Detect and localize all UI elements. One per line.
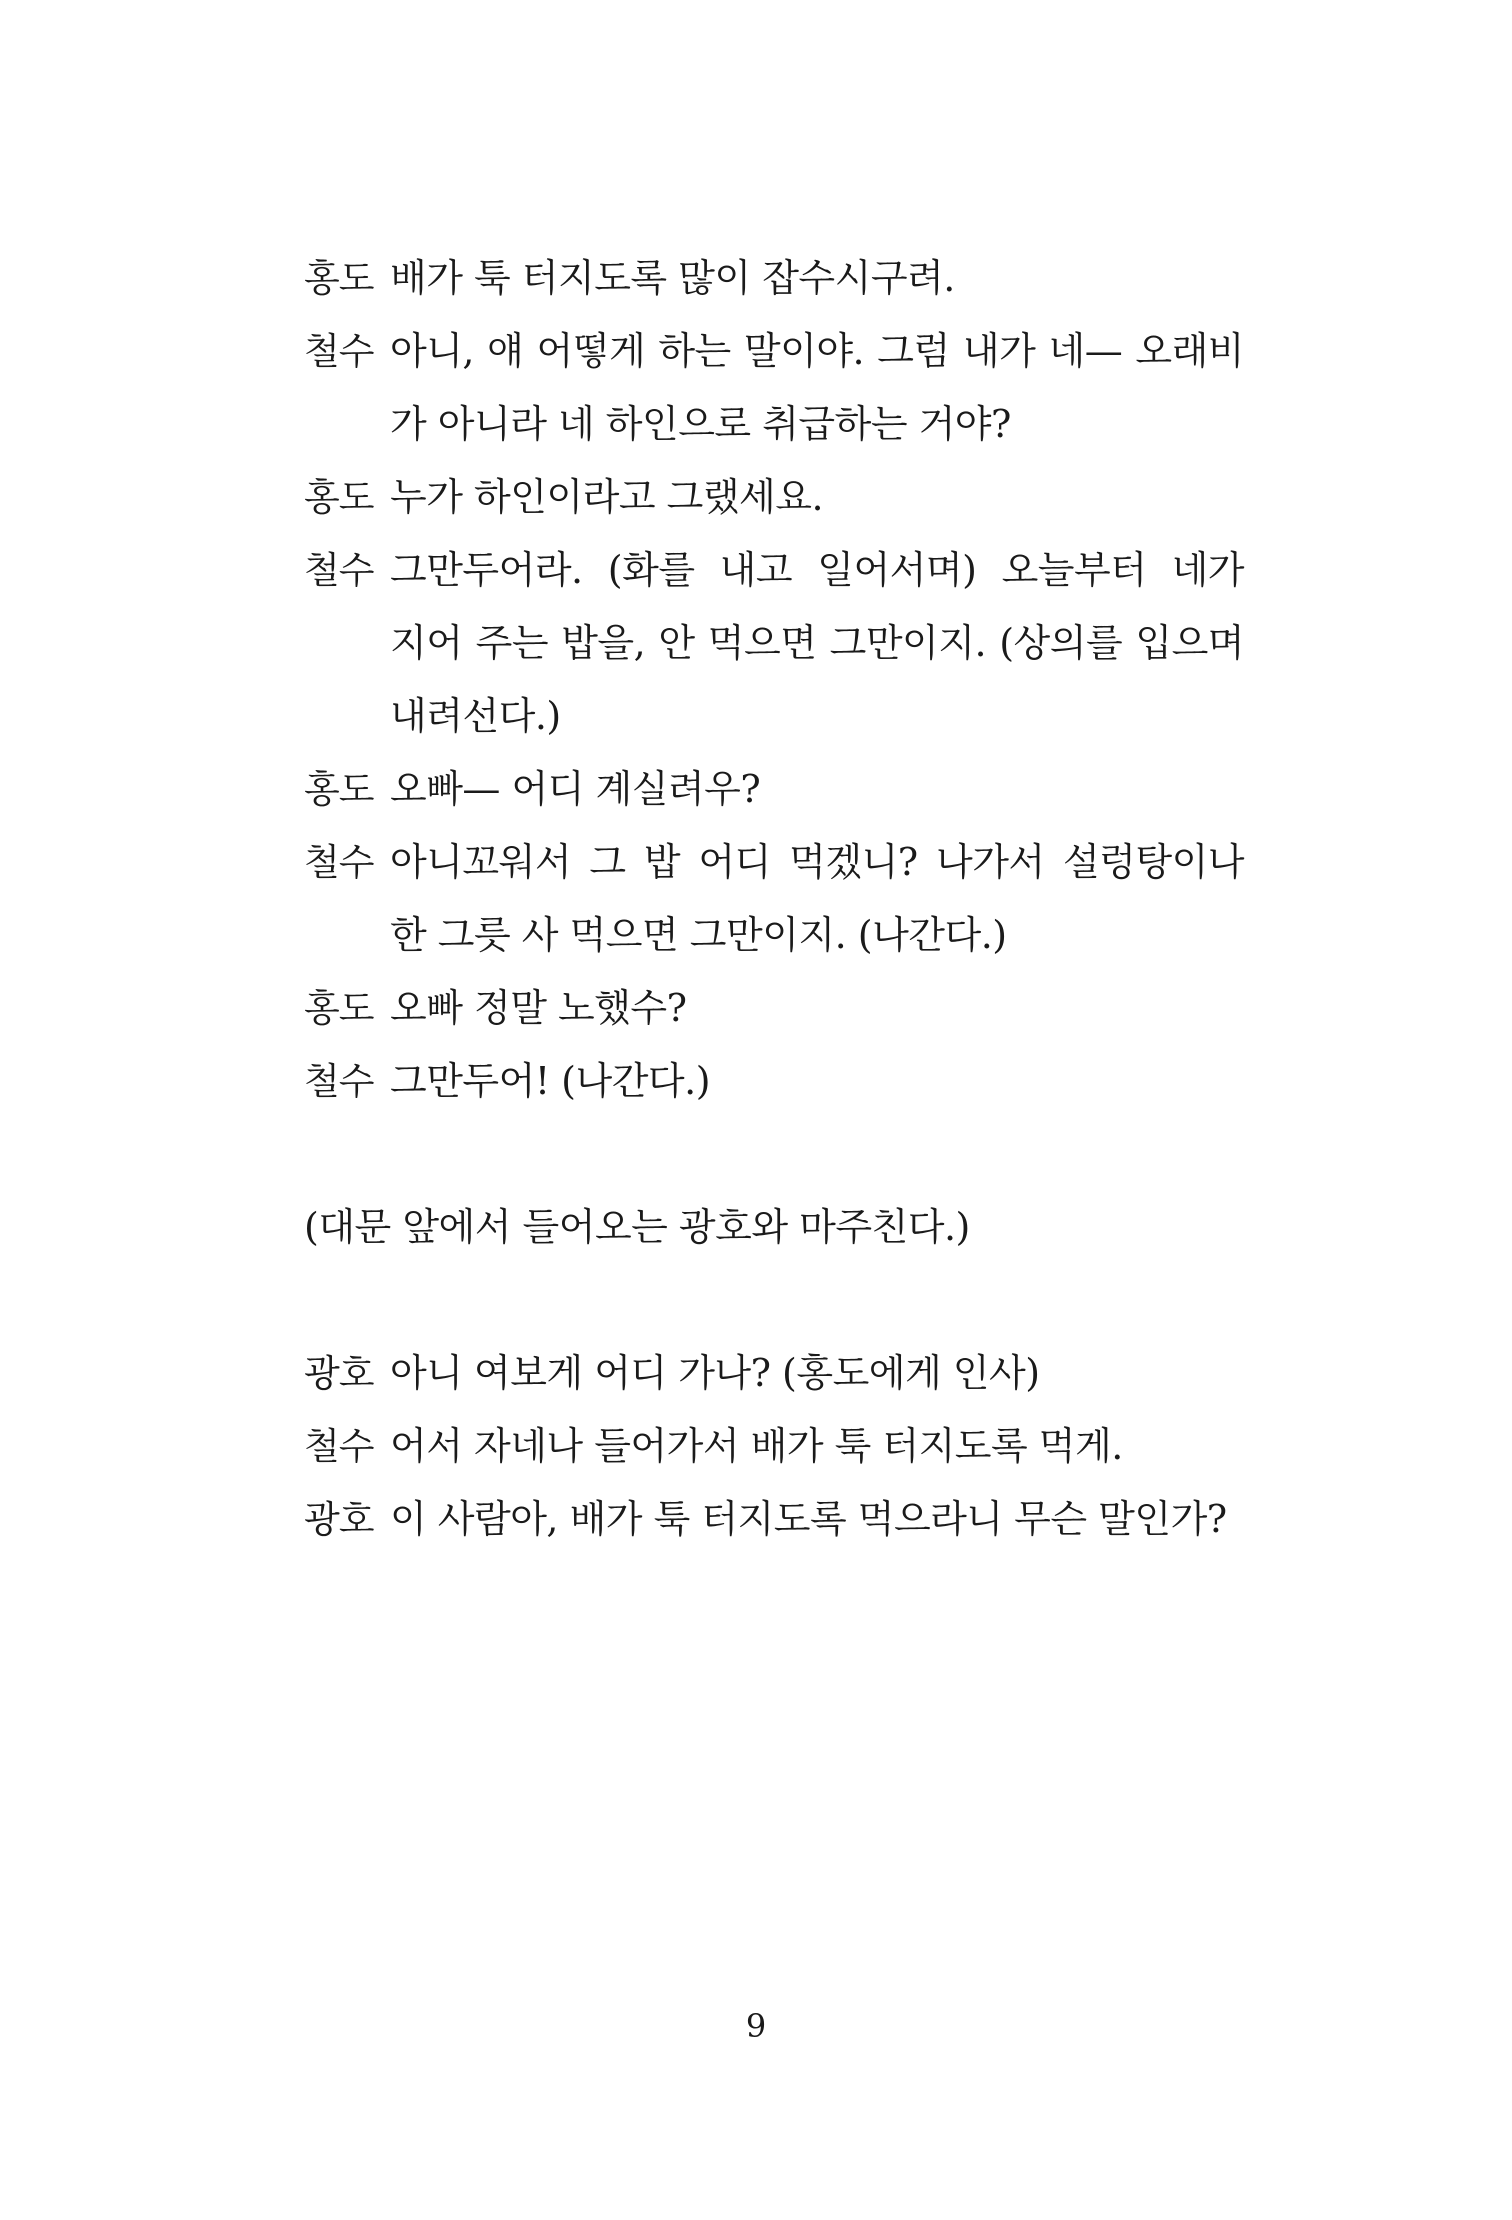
speaker-name: 홍도 bbox=[304, 257, 374, 300]
speaker-name: 홍도 bbox=[304, 987, 374, 1030]
speech-text: 아니꼬워서 그 밥 어디 먹겠니? 나가서 설렁탕이나 한 그릇 사 먹으면 그만이지. (나간다.) bbox=[390, 840, 1244, 957]
stage-direction: (대문 앞에서 들어오는 광호와 마주친다.) bbox=[304, 1205, 970, 1249]
blank-line bbox=[304, 1118, 1244, 1191]
speech-text: 이 사람아, 배가 툭 터지도록 먹으라니 무슨 말인가? bbox=[390, 1497, 1227, 1541]
dialogue-line bbox=[304, 826, 1244, 972]
speech-text: 그만두어라. (화를 내고 일어서며) 오늘부터 네가 지어 주는 밥을, 안 먹으면 그만이지. (상의를 입으며 내려선다.) bbox=[390, 548, 1244, 738]
speech-text: 누가 하인이라고 그랬세요. bbox=[390, 475, 824, 519]
speaker-name: 홍도 bbox=[304, 476, 374, 519]
speech-text: 어서 자네나 들어가서 배가 툭 터지도록 먹게. bbox=[390, 1424, 1123, 1468]
dialogue-line bbox=[304, 1410, 1244, 1483]
speaker-name: 광호 bbox=[304, 1352, 374, 1395]
speaker-name: 철수 bbox=[304, 1060, 374, 1103]
speech-text: 오빠 정말 노했수? bbox=[390, 986, 687, 1030]
speaker-name: 철수 bbox=[304, 1425, 374, 1468]
play-script bbox=[304, 242, 1244, 1556]
speaker-name: 철수 bbox=[304, 841, 374, 884]
dialogue-line bbox=[304, 315, 1244, 461]
dialogue-line bbox=[304, 461, 1244, 534]
dialogue-line bbox=[304, 1483, 1244, 1556]
dialogue-line bbox=[304, 242, 1244, 315]
speech-text: 아니 여보게 어디 가나? (홍도에게 인사) bbox=[390, 1351, 1040, 1395]
speaker-name: 홍도 bbox=[304, 768, 374, 811]
blank-line bbox=[304, 1264, 1244, 1337]
speaker-name: 철수 bbox=[304, 330, 374, 373]
speaker-name: 광호 bbox=[304, 1498, 374, 1541]
dialogue-line bbox=[304, 753, 1244, 826]
speaker-name: 철수 bbox=[304, 549, 374, 592]
dialogue-line bbox=[304, 1045, 1244, 1118]
speech-text: 그만두어! (나간다.) bbox=[390, 1059, 711, 1103]
page-number: 9 bbox=[745, 2007, 767, 2045]
dialogue-line bbox=[304, 534, 1244, 753]
speech-text: 아니, 얘 어떻게 하는 말이야. 그럼 내가 네— 오래비 가 아니라 네 하인으로 취급하는 거야? bbox=[390, 329, 1244, 446]
dialogue-line bbox=[304, 1337, 1244, 1410]
dialogue-line bbox=[304, 972, 1244, 1045]
speech-text: 배가 툭 터지도록 많이 잡수시구려. bbox=[390, 256, 955, 300]
speech-text: 오빠— 어디 계실려우? bbox=[390, 767, 761, 811]
